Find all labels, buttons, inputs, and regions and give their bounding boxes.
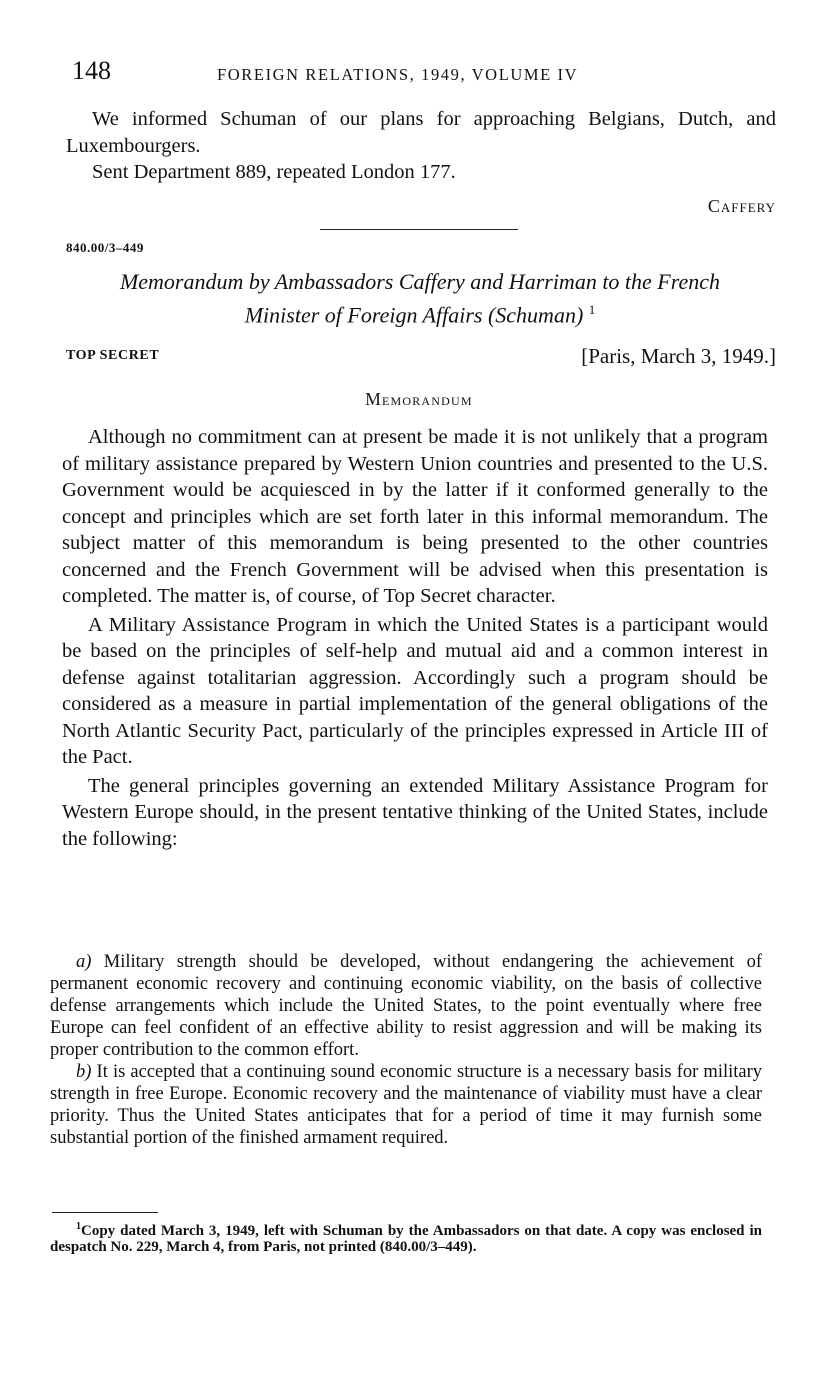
memorandum-body [62,424,768,852]
document-title [60,268,780,329]
dateline: [Paris, March 3, 1949.] [581,344,776,368]
body-paragraph: The general principles governing an extended Military Assistance Program for Western Europe should, in the present tentative thinking of the United States, include the following: [62,774,768,850]
footnote-marker: 1 [76,1221,81,1232]
list-item-text: Military strength should be developed, without endangering the achievement of permanent economic recovery and continuing economic viability, on the basis of collective defense arrangements which include the United States, to the point eventually where free Europe can feel confident of an effective ability to resist aggression and will be making its proper contribution to the common effort. [50,952,762,1060]
intro-paragraph: Sent Department 889, repeated London 177. [92,161,456,183]
section-divider [320,229,518,230]
list-item [50,1061,762,1149]
document-title-line [60,296,780,329]
body-paragraph: A Military Assistance Program in which the United States is a participant would be based on the principles of self-help and mutual aid and a common interest in defense against totalitarian aggression. Accordingly such a program should be considered as a measure in partial implementation of the general obligations of the North Atlantic Security Pact, particularly of the principles expressed in Article III of the Pact. [62,613,768,768]
document-title-line: Memorandum by Ambassadors Caffery and Harriman to the French [119,269,721,294]
list-item-letter: a) [76,952,92,972]
body-paragraph: Although no commitment can at present be made it is not unlikely that a program of military assistance prepared by Western Union countries and presented to the U.S. Government would be acquiesced in by the latter if it conformed generally to the concept and principles which are set forth later in this informal memorandum. The subject matter of this memorandum is being presented to the other countries concerned and the French Government will be advised when this presentation is completed. The matter is, of course, of Top Secret character. [62,426,768,607]
signature: Caffery [707,196,776,216]
file-number: 840.00/3–449 [66,240,144,255]
memorandum-heading: Memorandum [365,389,473,409]
list-item-text: It is accepted that a continuing sound economic structure is a necessary basis for military strength in free Europe. Economic recovery and the maintenance of viability must have a clear priority. Thus the United States anticipates that for a period of time it may furnish some substantial portion of the finished armament required. [50,1062,763,1148]
page-number: 148 [72,56,111,85]
classification-label: TOP SECRET [66,348,160,363]
running-head: FOREIGN RELATIONS, 1949, VOLUME IV [217,65,579,84]
principles-list [50,951,762,1149]
footnote-reference: 1 [588,302,596,317]
document-title-text: Minister of Foreign Affairs (Schuman) [244,302,584,328]
footnote-divider [52,1212,158,1213]
footnote-text: Copy dated March 3, 1949, left with Schuman by the Ambassadors on that date. A copy was enclosed in despatch No. 229, March 4, from Paris, not printed (840.00/3–449). [50,1223,762,1255]
footnote [50,1219,762,1255]
list-item [50,951,762,1061]
page-header [72,56,778,90]
intro-paragraph: We informed Schuman of our plans for approaching Belgians, Dutch, and Luxembourgers. [66,108,776,157]
intro-block [66,106,776,186]
list-item-letter: b) [76,1062,92,1082]
